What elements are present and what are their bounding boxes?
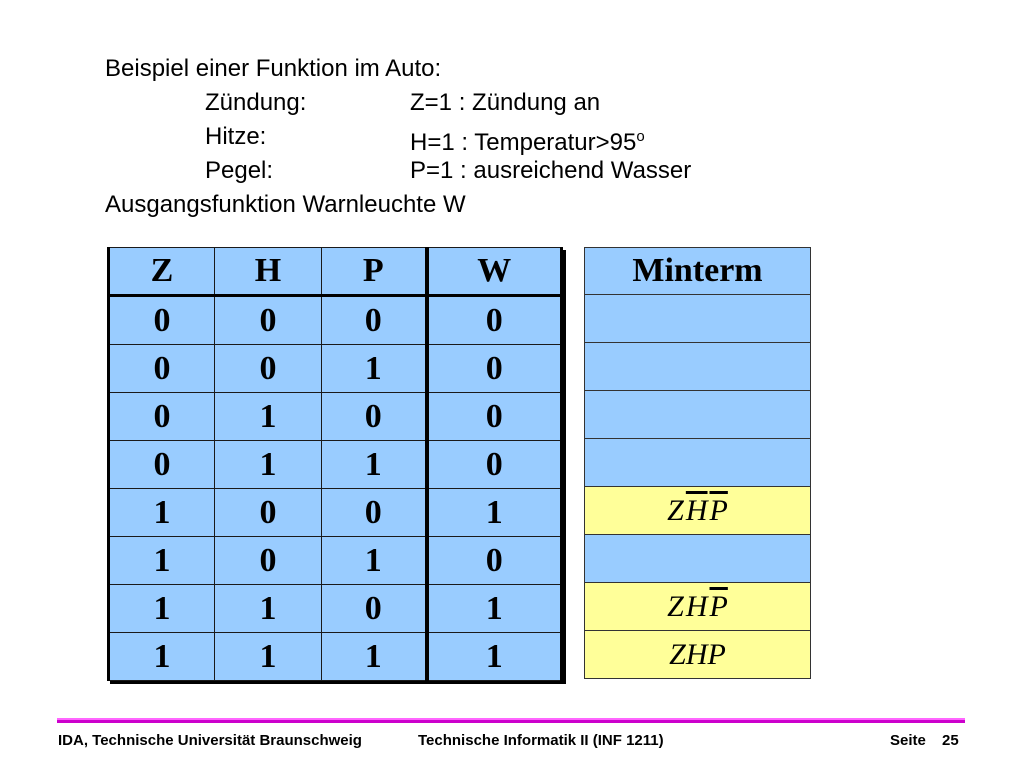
truth-cell-p: 0 (322, 489, 427, 537)
truth-cell-z: 1 (109, 585, 215, 633)
truth-cell-w: 0 (427, 537, 562, 585)
minterm-variable: H (685, 589, 708, 623)
intro-heading: Beispiel einer Funktion im Auto: (105, 55, 442, 82)
minterm-variable: Z (669, 637, 686, 671)
minterm-table-body (585, 295, 811, 679)
minterm-cell (585, 487, 811, 535)
minterm-cell (585, 631, 811, 679)
truth-table-row (109, 345, 562, 393)
truth-cell-h: 1 (215, 633, 322, 681)
output-function-line: Ausgangsfunktion Warnleuchte W (105, 191, 466, 218)
truth-cell-h: 0 (215, 537, 322, 585)
footer-course: Technische Informatik II (INF 1211) (418, 732, 664, 749)
truth-cell-p: 1 (322, 345, 427, 393)
truth-table-row (109, 537, 562, 585)
footer-page-label: Seite (890, 732, 926, 749)
footer-page-number: 25 (942, 732, 959, 749)
truth-cell-h: 0 (215, 345, 322, 393)
var-desc-zuendung: Z=1 : Zündung an (410, 89, 601, 116)
var-name-zuendung: Zündung: (205, 89, 307, 116)
truth-cell-p: 0 (322, 296, 427, 345)
truth-cell-p: 1 (322, 537, 427, 585)
header-p: P (322, 248, 427, 296)
minterm-row (585, 535, 811, 583)
minterm-expression (667, 494, 728, 528)
minterm-row (585, 391, 811, 439)
minterm-variable: Z (667, 589, 684, 623)
truth-cell-h: 0 (215, 489, 322, 537)
truth-cell-w: 0 (427, 296, 562, 345)
minterm-variable: H (685, 637, 708, 671)
truth-table-row (109, 393, 562, 441)
truth-cell-w: 0 (427, 441, 562, 489)
truth-cell-z: 1 (109, 489, 215, 537)
minterm-row (585, 343, 811, 391)
truth-cell-w: 1 (427, 585, 562, 633)
minterm-variable: Z (667, 493, 684, 527)
minterm-variable: $\overline{P}$ (709, 493, 728, 527)
minterm-variable: P (707, 637, 726, 671)
truth-table-header-row (109, 248, 562, 296)
truth-cell-p: 1 (322, 633, 427, 681)
truth-cell-w: 0 (427, 345, 562, 393)
minterm-row (585, 487, 811, 535)
truth-cell-z: 0 (109, 345, 215, 393)
truth-table-row (109, 296, 562, 345)
footer-divider (57, 718, 965, 723)
minterm-variable: $\overline{H}$ (685, 493, 708, 527)
minterm-expression (669, 638, 726, 672)
truth-table-row (109, 585, 562, 633)
truth-cell-w: 1 (427, 633, 562, 681)
truth-cell-h: 0 (215, 296, 322, 345)
minterm-cell (585, 295, 811, 343)
truth-cell-h: 1 (215, 393, 322, 441)
truth-table-row (109, 441, 562, 489)
var-name-pegel: Pegel: (205, 157, 274, 184)
minterm-cell (585, 535, 811, 583)
minterm-row (585, 439, 811, 487)
header-w: W (427, 248, 562, 296)
truth-cell-z: 0 (109, 441, 215, 489)
truth-cell-p: 0 (322, 585, 427, 633)
minterm-expression (667, 590, 728, 624)
minterm-cell (585, 583, 811, 631)
truth-cell-z: 1 (109, 633, 215, 681)
var-desc-hitze-text: H=1 : Temperatur>95 (410, 129, 637, 156)
minterm-row (585, 631, 811, 679)
truth-table-row (109, 633, 562, 681)
var-name-hitze: Hitze: (205, 123, 267, 150)
truth-cell-z: 0 (109, 296, 215, 345)
header-h: H (215, 248, 322, 296)
minterm-cell (585, 343, 811, 391)
degree-superscript: o (636, 128, 645, 145)
truth-cell-w: 0 (427, 393, 562, 441)
truth-cell-z: 1 (109, 537, 215, 585)
header-z: Z (109, 248, 215, 296)
truth-cell-h: 1 (215, 441, 322, 489)
truth-cell-h: 1 (215, 585, 322, 633)
truth-table-row (109, 489, 562, 537)
minterm-cell (585, 439, 811, 487)
minterm-header-row (585, 248, 811, 295)
truth-cell-w: 1 (427, 489, 562, 537)
minterm-header: Minterm (585, 248, 811, 295)
minterm-row (585, 295, 811, 343)
footer-institution: IDA, Technische Universität Braunschweig (58, 732, 362, 749)
truth-table-body (109, 296, 562, 681)
truth-cell-z: 0 (109, 393, 215, 441)
truth-cell-p: 1 (322, 441, 427, 489)
var-desc-pegel: P=1 : ausreichend Wasser (410, 157, 692, 184)
minterm-table (584, 247, 811, 679)
minterm-variable: $\overline{P}$ (709, 589, 728, 623)
truth-cell-p: 0 (322, 393, 427, 441)
minterm-row (585, 583, 811, 631)
minterm-cell (585, 391, 811, 439)
truth-table (107, 247, 563, 681)
